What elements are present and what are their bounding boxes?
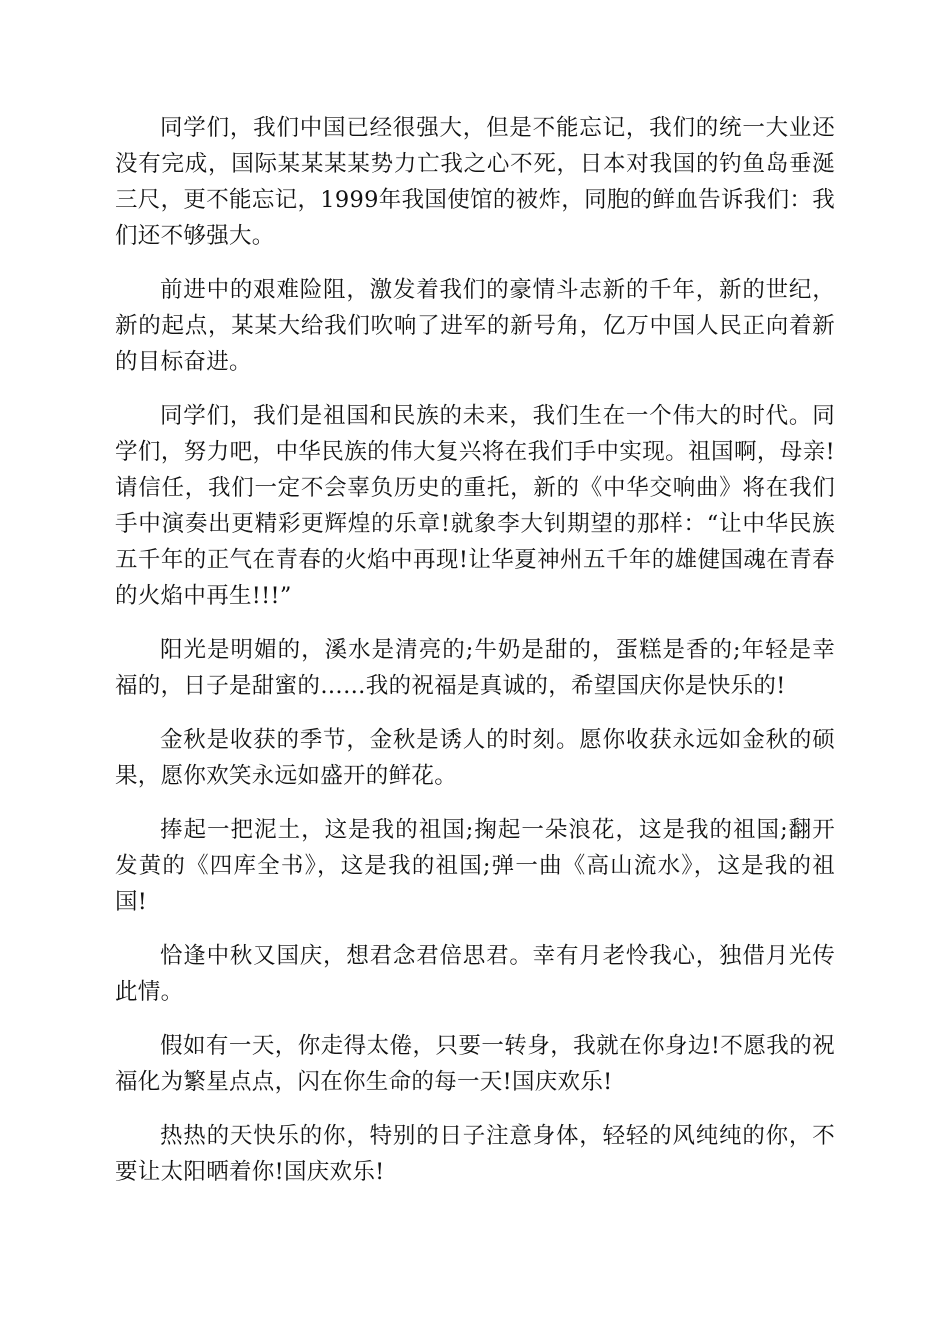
paragraph-1: 同学们，我们中国已经很强大，但是不能忘记，我们的统一大业还没有完成，国际某某某某势力亡我之心不死，日本对我国的钓鱼岛垂涎三尺，更不能忘记，1999年我国使馆的被炸，同胞的鲜血告诉我们：我们还不够强大。 — [115, 115, 835, 249]
paragraph-7: 恰逢中秋又国庆，想君念君倍思君。幸有月老怜我心，独借月光传此情。 — [115, 943, 835, 1005]
paragraph-9: 热热的天快乐的你，特别的日子注意身体，轻轻的风纯纯的你，不要让太阳晒着你!国庆欢乐! — [115, 1123, 835, 1185]
paragraph-6: 捧起一把泥土，这是我的祖国;掬起一朵浪花，这是我的祖国;翻开发黄的《四库全书》，这是我的祖国;弹一曲《高山流水》，这是我的祖国! — [115, 817, 835, 915]
paragraph-2: 前进中的艰难险阻，激发着我们的豪情斗志新的千年，新的世纪，新的起点，某某大给我们吹响了进军的新号角，亿万中国人民正向着新的目标奋进。 — [115, 277, 835, 375]
paragraph-3: 同学们，我们是祖国和民族的未来，我们生在一个伟大的时代。同学们，努力吧，中华民族的伟大复兴将在我们手中实现。祖国啊，母亲!请信任，我们一定不会辜负历史的重托，新的《中华交响曲》将在我们手中演奏出更精彩更辉煌的乐章!就象李大钊期望的那样：“让中华民族五千年的正气在青春的火焰中再现!让华夏神州五千年的雄健国魂在青春的火焰中再生!!!” — [115, 403, 835, 609]
paragraph-8: 假如有一天，你走得太倦，只要一转身，我就在你身边!不愿我的祝福化为繁星点点，闪在你生命的每一天!国庆欢乐! — [115, 1033, 835, 1095]
document-body — [115, 110, 835, 1208]
paragraph-4: 阳光是明媚的，溪水是清亮的;牛奶是甜的，蛋糕是香的;年轻是幸福的，日子是甜蜜的……我的祝福是真诚的，希望国庆你是快乐的! — [115, 637, 835, 699]
paragraph-5: 金秋是收获的季节，金秋是诱人的时刻。愿你收获永远如金秋的硕果，愿你欢笑永远如盛开的鲜花。 — [115, 727, 835, 789]
